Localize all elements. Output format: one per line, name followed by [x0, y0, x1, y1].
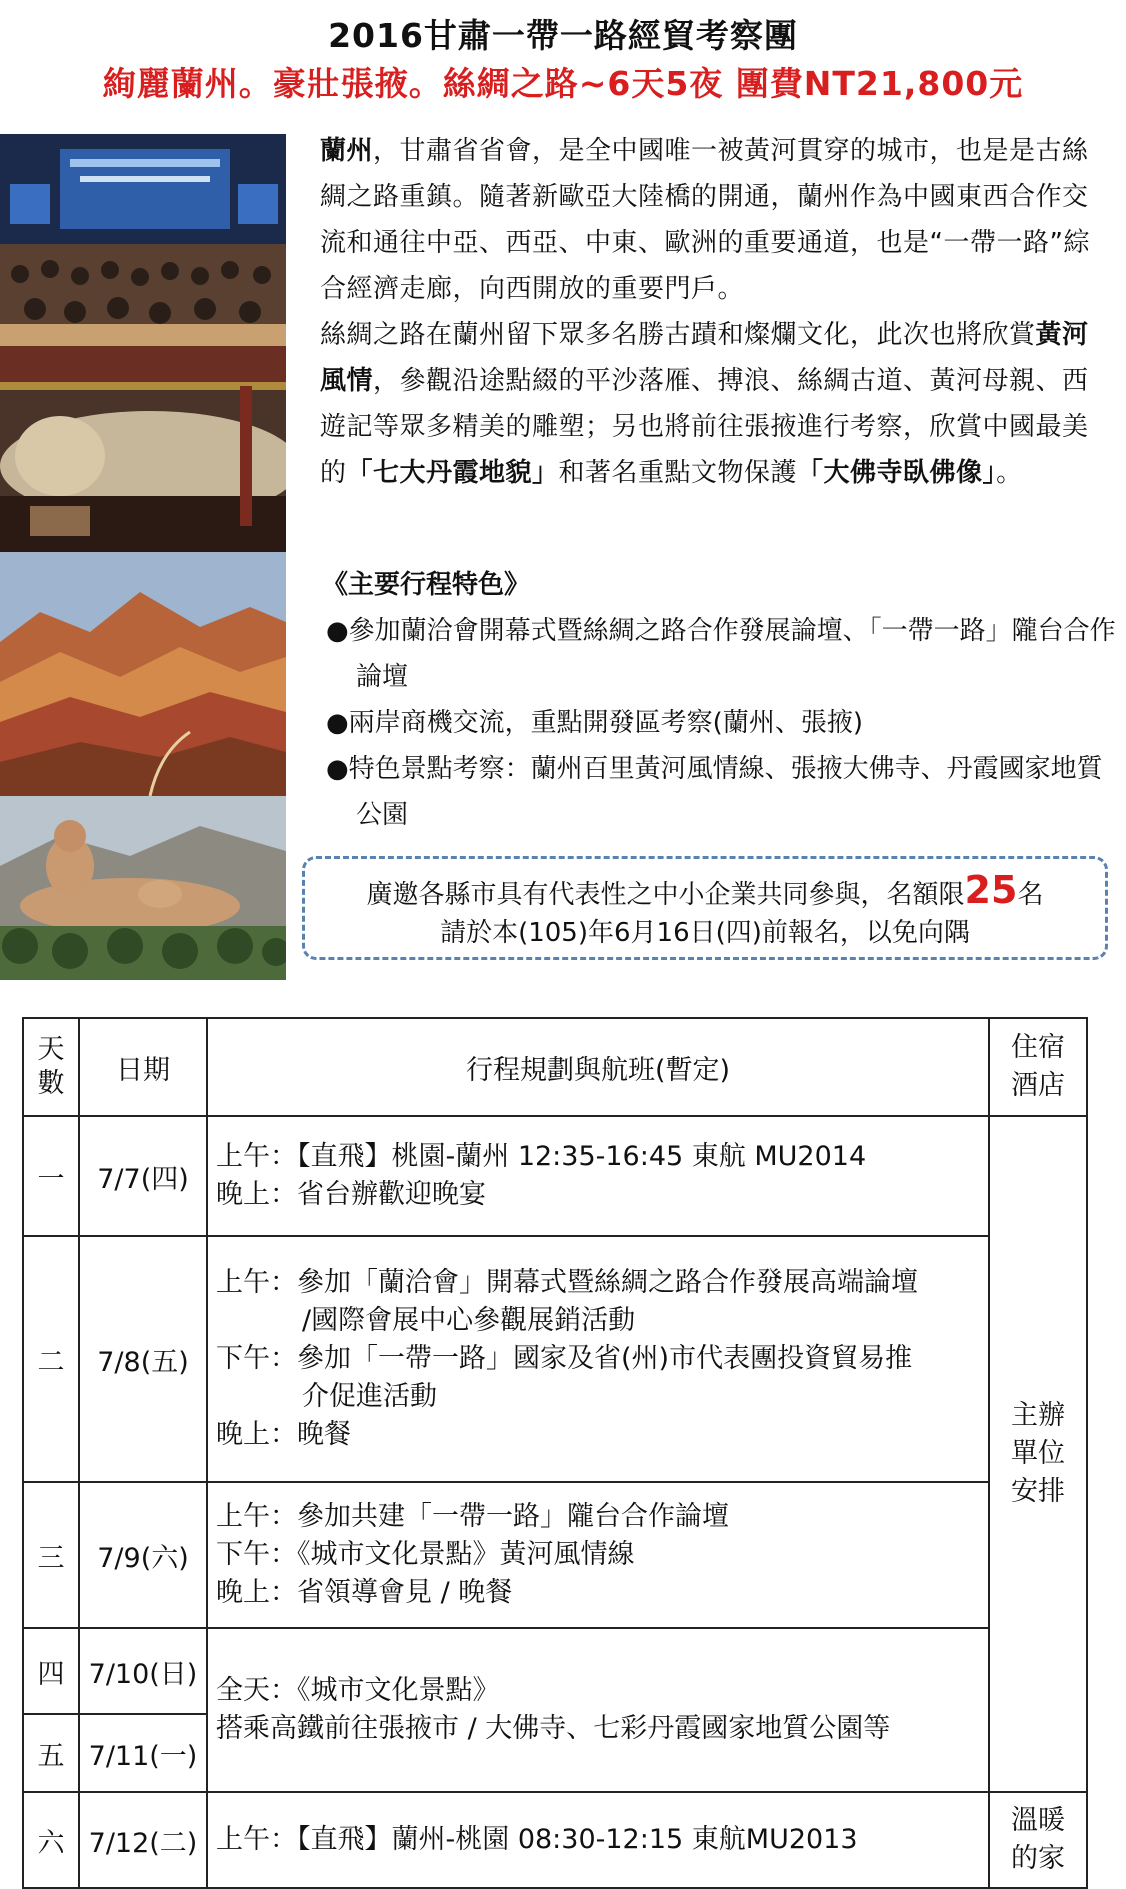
plan-line: 下午：《城市文化景點》黃河風情線 — [216, 1539, 635, 1570]
day-cell: 三 — [23, 1482, 79, 1628]
page-title: 2016甘肅一帶一路經貿考察團 — [328, 16, 798, 55]
intro-p1-body: ，甘肅省省會，是全中國唯一被黃河貫穿的城市，也是是古絲綢之路重鎮。隨著新歐亞大陸橋的開通，蘭州作為中國東西合作交流和通往中亞、西亞、中東、歐洲的重要通道，也是“一帶一路”綜合經濟走廊，向西開放的重要門戶。 — [320, 136, 1090, 304]
date-cell: 7/11(一) — [79, 1714, 207, 1792]
plan-line: 全天：《城市文化景點》 — [216, 1675, 500, 1706]
day-cell: 四 — [23, 1628, 79, 1714]
plan-line: 下午：參加「一帶一路」國家及省(州)市代表團投資貿易推 — [216, 1343, 913, 1374]
feature-item: ●特色景點考察：蘭州百里黃河風情線、張掖大佛寺、丹霞國家地質公園 — [326, 754, 1103, 830]
notice-line-1 — [305, 868, 1105, 914]
day-cell: 六 — [23, 1792, 79, 1888]
forum-photo-icon — [0, 134, 286, 346]
table-row — [23, 1482, 1087, 1628]
intro-p2-d: 「七大丹霞地貌」 — [346, 458, 559, 488]
date-cell: 7/9(六) — [79, 1482, 207, 1628]
plan-line: 介促進活動 — [302, 1381, 437, 1412]
photo-strip — [0, 134, 286, 980]
quota-number: 25 — [964, 868, 1018, 912]
plan-cell — [207, 1482, 989, 1628]
intro-p2-f: 「大佛寺臥佛像」 — [797, 458, 997, 488]
hotel-cell: 溫暖的家 — [989, 1792, 1087, 1888]
date-cell: 7/12(二) — [79, 1792, 207, 1888]
date-cell: 7/8(五) — [79, 1236, 207, 1482]
plan-cell — [207, 1116, 989, 1236]
header-day: 天數 — [23, 1018, 79, 1116]
plan-cell — [207, 1236, 989, 1482]
notice-line-2: 請於本(105)年6月16日(四)前報名，以免向隅 — [440, 918, 970, 948]
hotel-cell: 主辦單位安排 — [989, 1116, 1087, 1792]
header-plan: 行程規劃與航班(暫定) — [207, 1018, 989, 1116]
day-cell: 五 — [23, 1714, 79, 1792]
intro-p2-e: 和著名重點文物保護 — [558, 458, 798, 488]
intro-paragraph-1 — [320, 128, 1110, 312]
features-section — [322, 562, 1116, 838]
date-cell: 7/7(四) — [79, 1116, 207, 1236]
plan-line: 晚上：省台辦歡迎晚宴 — [216, 1179, 486, 1210]
plan-line: 上午：參加共建「一帶一路」隴台合作論壇 — [216, 1501, 729, 1532]
date-cell: 7/10(日) — [79, 1628, 207, 1714]
plan-line: /國際會展中心參觀展銷活動 — [302, 1305, 636, 1336]
notice-text: 名 — [1017, 880, 1044, 910]
intro-p2-a: 絲綢之路在蘭州留下眾多名勝古蹟和燦爛文化，此次也將欣賞 — [320, 320, 1036, 350]
intro-p2-g: 。 — [996, 458, 1023, 488]
intro-city-name: 蘭州 — [320, 136, 374, 166]
feature-item: ●參加蘭洽會開幕式暨絲綢之路合作發展論壇、「一帶一路」隴台合作論壇 — [326, 616, 1116, 692]
day-cell: 一 — [23, 1116, 79, 1236]
schedule-table — [22, 1017, 1088, 1889]
registration-notice — [302, 856, 1108, 960]
header-hotel: 住宿酒店 — [989, 1018, 1087, 1116]
feature-item: ●兩岸商機交流，重點開發區考察(蘭州、張掖) — [326, 708, 863, 738]
yellow-river-mother-statue-photo-icon — [0, 796, 286, 980]
plan-cell — [207, 1792, 989, 1888]
danxia-landform-photo-icon — [0, 552, 286, 796]
page-subtitle: 絢麗蘭州。豪壯張掖。絲綢之路~6天5夜 團費NT21,800元 — [102, 64, 1024, 103]
features-heading: 《主要行程特色》 — [322, 570, 531, 600]
table-row — [23, 1628, 1087, 1714]
plan-line: 晚上：晚餐 — [216, 1419, 351, 1450]
table-row — [23, 1792, 1087, 1888]
plan-cell — [207, 1628, 989, 1792]
table-row — [23, 1116, 1087, 1236]
table-header-row — [23, 1018, 1087, 1116]
header-date: 日期 — [79, 1018, 207, 1116]
reclining-buddha-photo-icon — [0, 346, 286, 552]
plan-line: 搭乘高鐵前往張掖市 / 大佛寺、七彩丹霞國家地質公園等 — [216, 1713, 891, 1744]
intro-p2-c: ，參觀沿途點綴的平沙落雁、搏浪、絲綢古道、黃河母親、西遊記等眾多精美的雕塑；另也將前往張掖進行考察，欣賞中國最美的 — [320, 366, 1089, 488]
plan-line: 上午：參加「蘭洽會」開幕式暨絲綢之路合作發展高端論壇 — [216, 1267, 918, 1298]
intro-paragraph-2 — [320, 312, 1110, 496]
day-cell: 二 — [23, 1236, 79, 1482]
notice-text: 廣邀各縣市具有代表性之中小企業共同參與，名額限 — [366, 880, 965, 910]
intro-p2-b: 黃河風情 — [320, 320, 1089, 396]
plan-line: 晚上：省領導會見 / 晚餐 — [216, 1577, 513, 1608]
intro-text — [320, 128, 1110, 496]
plan-line: 上午：【直飛】蘭州-桃園 08:30-12:15 東航MU2013 — [216, 1824, 858, 1855]
plan-line: 上午：【直飛】桃園-蘭州 12:35-16:45 東航 MU2014 — [216, 1141, 867, 1172]
table-row — [23, 1236, 1087, 1482]
